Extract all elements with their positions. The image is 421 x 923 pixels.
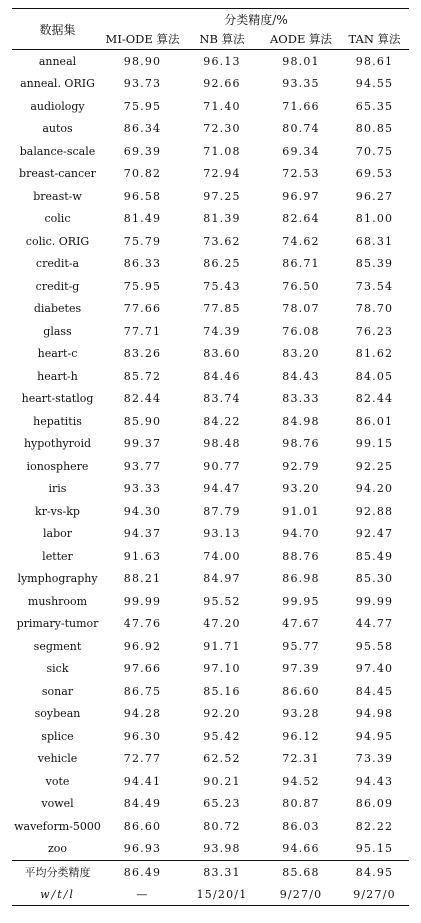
dataset-name: sick: [46, 662, 69, 676]
accuracy-cell: 85.30: [355, 572, 394, 586]
summary-cell: 86.49: [103, 861, 182, 884]
dataset-name: breast-w: [33, 189, 82, 203]
accuracy-cell: 82.22: [355, 819, 394, 833]
accuracy-cell: 94.55: [355, 77, 394, 91]
table-row: [12, 815, 409, 838]
accuracy-cell: 92.20: [203, 707, 241, 721]
accuracy-cell: 86.09: [355, 797, 394, 811]
accuracy-cell: 98.76: [282, 437, 320, 451]
dataset-name: credit-a: [35, 257, 80, 271]
accuracy-cell: 94.52: [282, 774, 320, 788]
accuracy-cell: 65.23: [203, 797, 241, 811]
accuracy-cell: 88.21: [123, 572, 162, 586]
accuracy-cell: 83.33: [282, 392, 320, 406]
table-row: [12, 725, 409, 748]
accuracy-cell: 81.39: [203, 212, 241, 226]
accuracy-cell: 86.03: [282, 819, 320, 833]
accuracy-cell: 91.71: [203, 639, 241, 653]
dataset-name: ionosphere: [26, 459, 89, 473]
accuracy-cell: 99.95: [282, 594, 320, 608]
accuracy-cell: 69.39: [123, 144, 162, 158]
accuracy-cell: 93.98: [203, 842, 241, 856]
dataset-name: primary-tumor: [16, 617, 99, 631]
accuracy-cell: 74.39: [203, 324, 241, 338]
dataset-name: soybean: [34, 707, 81, 721]
dataset-name: glass: [43, 324, 72, 338]
dataset-name: anneal: [38, 54, 77, 68]
column-header-nb: NB 算法: [182, 29, 262, 50]
dataset-name: sonar: [41, 684, 74, 698]
summary-cell: 15/20/1: [182, 883, 262, 906]
accuracy-cell: 96.93: [123, 842, 162, 856]
accuracy-cell: 94.98: [355, 707, 394, 721]
accuracy-cell: 93.35: [282, 77, 320, 91]
dataset-name: anneal. ORIG: [20, 77, 95, 91]
accuracy-cell: 76.50: [282, 279, 320, 293]
accuracy-cell: 86.98: [282, 572, 320, 586]
dataset-name: hepatitis: [33, 414, 82, 428]
accuracy-cell: 81.00: [355, 212, 394, 226]
accuracy-cell: 86.71: [282, 257, 320, 271]
accuracy-cell: 72.53: [282, 167, 320, 181]
accuracy-cell: 97.39: [282, 662, 320, 676]
table-row: [12, 545, 409, 568]
accuracy-cell: 92.47: [355, 527, 394, 541]
table-row: [12, 635, 409, 658]
summary-cell: 84.95: [340, 861, 409, 884]
table-row: [12, 500, 409, 523]
accuracy-cell: 80.74: [282, 122, 320, 136]
accuracy-cell: 94.66: [282, 842, 320, 856]
dataset-name: audiology: [30, 99, 85, 113]
accuracy-cell: 95.52: [203, 594, 241, 608]
accuracy-cell: 70.75: [355, 144, 394, 158]
accuracy-cell: 74.00: [203, 549, 241, 563]
dataset-name: colic: [44, 212, 71, 226]
accuracy-cell: 88.76: [282, 549, 320, 563]
table-row: [12, 478, 409, 501]
accuracy-cell: 97.25: [203, 189, 241, 203]
accuracy-cell: 70.82: [123, 167, 162, 181]
accuracy-cell: 91.01: [282, 504, 320, 518]
table-row: [12, 523, 409, 546]
accuracy-cell: 99.99: [355, 594, 394, 608]
accuracy-cell: 97.66: [123, 662, 162, 676]
accuracy-cell: 98.01: [282, 54, 320, 68]
accuracy-cell: 68.31: [355, 234, 394, 248]
accuracy-cell: 47.20: [203, 617, 241, 631]
accuracy-cell: 69.53: [355, 167, 394, 181]
table-row: [12, 388, 409, 411]
table-row: [12, 298, 409, 321]
accuracy-cell: 94.30: [123, 504, 162, 518]
accuracy-cell: 44.77: [355, 617, 394, 631]
accuracy-cell: 85.39: [355, 257, 394, 271]
dataset-name: heart-c: [37, 347, 78, 361]
accuracy-cell: 86.25: [203, 257, 241, 271]
accuracy-cell: 81.49: [123, 212, 162, 226]
accuracy-cell: 71.66: [282, 99, 320, 113]
accuracy-cell: 75.79: [123, 234, 162, 248]
table-row: [12, 770, 409, 793]
table-row: [12, 185, 409, 208]
accuracy-cell: 62.52: [203, 752, 241, 766]
summary-cell: —: [103, 883, 182, 906]
accuracy-cell: 99.15: [355, 437, 394, 451]
dataset-name: hypothyroid: [23, 437, 92, 451]
accuracy-cell: 82.44: [355, 392, 394, 406]
accuracy-cell: 82.64: [282, 212, 320, 226]
accuracy-cell: 86.60: [123, 819, 162, 833]
accuracy-cell: 94.37: [123, 527, 162, 541]
dataset-name: vowel: [41, 797, 74, 811]
accuracy-cell: 73.62: [203, 234, 241, 248]
accuracy-cell: 83.20: [282, 347, 320, 361]
dataset-name: heart-h: [37, 369, 78, 383]
accuracy-cell: 71.40: [203, 99, 241, 113]
summary-cell: 83.31: [182, 861, 262, 884]
dataset-name: zoo: [47, 842, 68, 856]
table-row: [12, 568, 409, 591]
accuracy-cell: 99.99: [123, 594, 162, 608]
table-body: [12, 50, 409, 861]
dataset-name: splice: [41, 729, 74, 743]
accuracy-cell: 72.77: [123, 752, 162, 766]
accuracy-cell: 97.10: [203, 662, 241, 676]
accuracy-cell: 91.63: [123, 549, 162, 563]
accuracy-cell: 85.16: [203, 684, 241, 698]
table-row: [12, 230, 409, 253]
table-row: [12, 50, 409, 73]
accuracy-cell: 93.13: [203, 527, 241, 541]
accuracy-cell: 95.42: [203, 729, 241, 743]
accuracy-cell: 84.45: [355, 684, 394, 698]
dataset-name: vehicle: [37, 752, 78, 766]
dataset-name: breast-cancer: [19, 167, 96, 181]
accuracy-cell: 84.05: [355, 369, 394, 383]
table-row: [12, 433, 409, 456]
accuracy-cell: 76.08: [282, 324, 320, 338]
accuracy-cell: 98.61: [355, 54, 394, 68]
accuracy-cell: 80.85: [355, 122, 394, 136]
table-row: [12, 838, 409, 861]
accuracy-cell: 78.07: [282, 302, 320, 316]
table-row: [12, 253, 409, 276]
accuracy-cell: 47.76: [123, 617, 162, 631]
column-header-tan: TAN 算法: [340, 29, 409, 50]
accuracy-cell: 94.28: [123, 707, 162, 721]
accuracy-cell: 75.43: [203, 279, 241, 293]
table-row: [12, 365, 409, 388]
table-row: [12, 275, 409, 298]
accuracy-cell: 97.40: [355, 662, 394, 676]
dataset-name: iris: [48, 482, 67, 496]
accuracy-cell: 72.30: [203, 122, 241, 136]
table-row: [12, 163, 409, 186]
table-row: [12, 208, 409, 231]
summary-cell: 85.68: [262, 861, 340, 884]
accuracy-cell: 84.97: [203, 572, 241, 586]
accuracy-cell: 85.90: [123, 414, 162, 428]
table-header: [12, 9, 409, 50]
summary-cell: 9/27/0: [262, 883, 340, 906]
accuracy-cell: 84.43: [282, 369, 320, 383]
accuracy-cell: 86.60: [282, 684, 320, 698]
accuracy-cell: 96.13: [203, 54, 241, 68]
table-row: [12, 320, 409, 343]
accuracy-cell: 77.66: [123, 302, 162, 316]
dataset-name: credit-g: [35, 279, 80, 293]
accuracy-cell: 72.94: [203, 167, 241, 181]
accuracy-cell: 98.48: [203, 437, 241, 451]
accuracy-cell: 96.58: [123, 189, 162, 203]
dataset-name: diabetes: [33, 302, 82, 316]
table-row: [12, 748, 409, 771]
accuracy-cell: 72.31: [282, 752, 320, 766]
accuracy-cell: 82.44: [123, 392, 162, 406]
accuracy-cell: 47.67: [282, 617, 320, 631]
accuracy-cell: 96.92: [123, 639, 162, 653]
accuracy-cell: 96.27: [355, 189, 394, 203]
accuracy-cell: 73.54: [355, 279, 394, 293]
dataset-name: lymphography: [17, 572, 98, 586]
accuracy-cell: 85.49: [355, 549, 394, 563]
column-header-mi-ode: MI-ODE 算法: [103, 29, 182, 50]
accuracy-cell: 85.72: [123, 369, 162, 383]
accuracy-cell: 75.95: [123, 99, 162, 113]
summary-label: w/t/l: [12, 883, 103, 906]
accuracy-cell: 96.97: [282, 189, 320, 203]
win-tie-loss-row: [12, 883, 409, 906]
accuracy-cell: 83.74: [203, 392, 241, 406]
accuracy-cell: 92.25: [355, 459, 394, 473]
accuracy-cell: 96.30: [123, 729, 162, 743]
accuracy-cell: 87.79: [203, 504, 241, 518]
accuracy-cell: 71.08: [203, 144, 241, 158]
dataset-name: waveform-5000: [14, 819, 101, 833]
accuracy-cell: 86.34: [123, 122, 162, 136]
accuracy-cell: 76.23: [355, 324, 394, 338]
summary-label: 平均分类精度: [12, 861, 103, 884]
accuracy-cell: 78.70: [355, 302, 394, 316]
table-row: [12, 410, 409, 433]
accuracy-cell: 93.28: [282, 707, 320, 721]
accuracy-cell: 74.62: [282, 234, 320, 248]
table-summary: [12, 861, 409, 906]
accuracy-cell: 75.95: [123, 279, 162, 293]
accuracy-cell: 86.01: [355, 414, 394, 428]
accuracy-cell: 81.62: [355, 347, 394, 361]
accuracy-cell: 95.77: [282, 639, 320, 653]
table-row: [12, 680, 409, 703]
table-row: [12, 73, 409, 96]
dataset-column-header: 数据集: [12, 9, 103, 50]
table-row: [12, 703, 409, 726]
accuracy-table: [12, 8, 409, 906]
table-row: [12, 118, 409, 141]
accuracy-cell: 95.15: [355, 842, 394, 856]
table-row: [12, 95, 409, 118]
accuracy-cell: 84.49: [123, 797, 162, 811]
table-row: [12, 140, 409, 163]
accuracy-cell: 73.39: [355, 752, 394, 766]
dataset-name: kr-vs-kp: [35, 504, 80, 518]
table-row: [12, 793, 409, 816]
accuracy-cell: 94.95: [355, 729, 394, 743]
accuracy-cell: 65.35: [355, 99, 394, 113]
dataset-name: letter: [42, 549, 73, 563]
accuracy-cell: 92.88: [355, 504, 394, 518]
dataset-name: colic. ORIG: [25, 234, 90, 248]
accuracy-cell: 95.58: [355, 639, 394, 653]
average-accuracy-row: [12, 861, 409, 884]
accuracy-cell: 92.79: [282, 459, 320, 473]
accuracy-cell: 93.20: [282, 482, 320, 496]
column-header-aode: AODE 算法: [262, 29, 340, 50]
accuracy-cell: 93.77: [123, 459, 162, 473]
dataset-name: vote: [45, 774, 70, 788]
accuracy-cell: 86.75: [123, 684, 162, 698]
accuracy-cell: 93.33: [123, 482, 162, 496]
table-row: [12, 343, 409, 366]
accuracy-group-header: 分类精度/%: [103, 9, 409, 30]
accuracy-cell: 77.71: [123, 324, 162, 338]
accuracy-cell: 99.37: [123, 437, 162, 451]
accuracy-cell: 83.26: [123, 347, 162, 361]
accuracy-cell: 94.70: [282, 527, 320, 541]
dataset-name: mushroom: [27, 594, 88, 608]
accuracy-cell: 90.77: [203, 459, 241, 473]
accuracy-cell: 84.46: [203, 369, 241, 383]
accuracy-cell: 94.47: [203, 482, 241, 496]
accuracy-cell: 86.33: [123, 257, 162, 271]
accuracy-cell: 94.20: [355, 482, 394, 496]
table-row: [12, 455, 409, 478]
summary-cell: 9/27/0: [340, 883, 409, 906]
accuracy-cell: 80.72: [203, 819, 241, 833]
accuracy-cell: 92.66: [203, 77, 241, 91]
dataset-name: balance-scale: [19, 144, 96, 158]
accuracy-cell: 98.90: [123, 54, 162, 68]
dataset-name: labor: [43, 527, 72, 541]
table-row: [12, 590, 409, 613]
accuracy-cell: 83.60: [203, 347, 241, 361]
accuracy-cell: 84.22: [203, 414, 241, 428]
dataset-name: segment: [33, 639, 82, 653]
accuracy-cell: 80.87: [282, 797, 320, 811]
accuracy-cell: 94.43: [355, 774, 394, 788]
table-row: [12, 613, 409, 636]
accuracy-cell: 94.41: [123, 774, 162, 788]
accuracy-cell: 77.85: [203, 302, 241, 316]
dataset-name: heart-statlog: [21, 392, 94, 406]
accuracy-cell: 84.98: [282, 414, 320, 428]
accuracy-cell: 69.34: [282, 144, 320, 158]
dataset-name: autos: [42, 122, 73, 136]
accuracy-cell: 90.21: [203, 774, 241, 788]
accuracy-cell: 96.12: [282, 729, 320, 743]
table-row: [12, 658, 409, 681]
accuracy-cell: 93.73: [123, 77, 162, 91]
